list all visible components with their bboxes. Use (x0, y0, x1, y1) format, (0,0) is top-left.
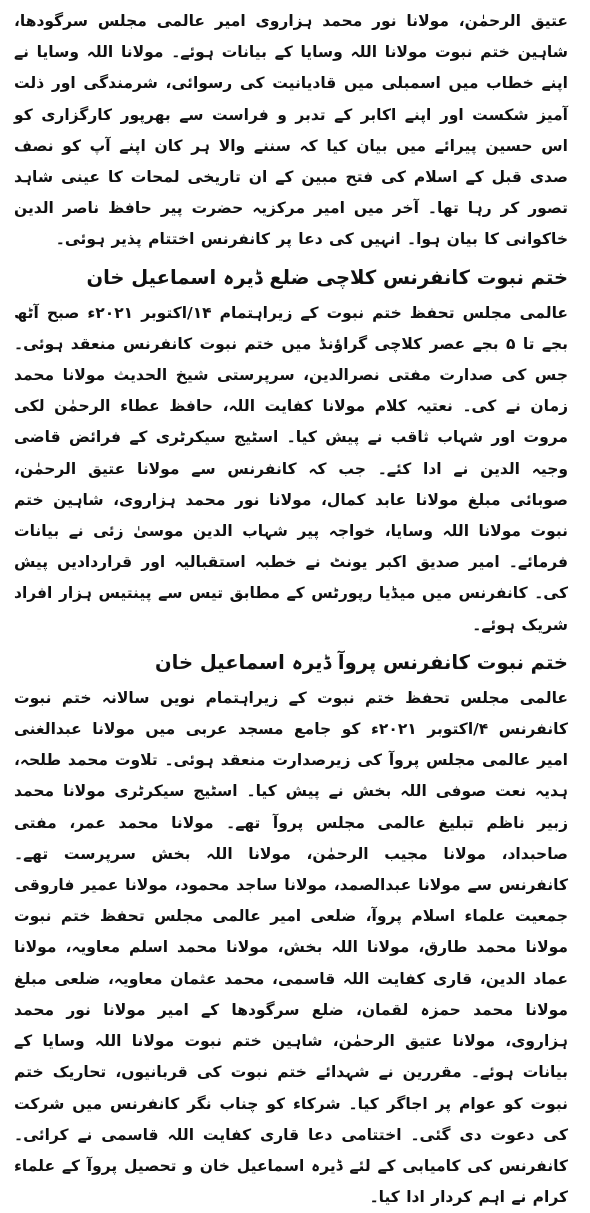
section-1-body: عالمی مجلس تحفظ ختم نبوت کے زیراہتمام ۱۴/اکتوبر ۲۰۲۱ء صبح آٹھ بجے تا ۵ بجے عصر کلاچی گراؤنڈ میں ختم نبوت کانفرنس منعقد ہوئی۔ جس کی صدارت مفتی نصرالدین، سرپرستی شیخ الحدیث مولانا محمد زمان نے کی۔ نعتیہ کلام مولانا کفایت اللہ، حافظ عطاء الرحمٰن لکی مروت اور شہاب ثاقب نے پیش کیا۔ اسٹیج سیکرٹری کے فرائض قاضی وجیہ الدین نے ادا کئے۔ جب کہ کانفرنس سے مولانا عتیق الرحمٰن، صوبائی مبلغ مولانا عابد کمال، مولانا نور محمد ہزاروی، شاہین ختم نبوت مولانا اللہ وسایا، خواجہ پیر شہاب الدین موسیٰ زئی نے بیانات فرمائے۔ امیر صدیق اکبر یونٹ نے خطبہ استقبالیہ اور قراردادیں پیش کی۔ کانفرنس میں میڈیا رپورٹس کے مطابق تیس سے پینتیس ہزار افراد شریک ہوئے۔ (14, 303, 568, 634)
section-1-heading: ختم نبوت کانفرنس کلاچی ضلع ڈیرہ اسماعیل خان (86, 265, 568, 289)
intro-paragraph: عتیق الرحمٰن، مولانا نور محمد ہزاروی امیر عالمی مجلس سرگودھا، شاہین ختم نبوت مولانا اللہ وسایا کے بیانات ہوئے۔ مولانا اللہ وسایا نے اپنے خطاب میں اسمبلی میں قادیانیت کی رسوائی، شرمندگی اور ذلت آمیز شکست اور اپنے اکابر کے تدبر و فراست سے بھرپور کارگزاری کو اس حسین پیرائے میں بیان کیا کہ سننے والا ہر کان اپنے آپ کو نصف صدی قبل کے اسلام کی فتح مبین کے ان تاریخی لمحات کا عینی شاہد تصور کر رہا تھا۔ آخر میں امیر مرکزیہ حضرت پیر حافظ ناصر الدین خاکوانی کا بیان ہوا۔ انہیں کی دعا پر کانفرنس اختتام پذیر ہوئی۔ (14, 12, 568, 249)
section-2-body: عالمی مجلس تحفظ ختم نبوت کے زیراہتمام نویں سالانہ ختم نبوت کانفرنس ۴/اکتوبر ۲۰۲۱ء کو جامع مسجد عربی میں مولانا عبدالغنی امیر عالمی مجلس پروآ کی زیرصدارت منعقد ہوئی۔ تلاوت محمد طلحہ، ہدیہ نعت صوفی اللہ بخش نے پیش کیا۔ اسٹیج سیکرٹری مولانا محمد زبیر ناظم تبلیغ عالمی مجلس پروآ تھے۔ مولانا محمد عمر، مفتی صاحبداد، مولانا مجیب الرحمٰن، مولانا اللہ بخش سرپرست تھے۔ کانفرنس سے مولانا عبدالصمد، مولانا ساجد محمود، مولانا عمیر فاروقی جمعیت علماء اسلام پروآ، ضلعی امیر عالمی مجلس تحفظ ختم نبوت مولانا محمد طارق، مولانا اللہ بخش، مولانا محمد اسلم معاویہ، مولانا عماد الدین، قاری کفایت اللہ قاسمی، محمد عثمان معاویہ، ضلعی مبلغ مولانا محمد حمزہ لقمان، ضلع سرگودھا کے امیر مولانا نور محمد ہزاروی، مولانا عتیق الرحمٰن، شاہین ختم نبوت مولانا اللہ وسایا کے بیانات ہوئے۔ مقررین نے شہدائے ختم نبوت کی قربانیوں، تحاریک ختم نبوت کو عوام پر اجاگر کیا۔ شرکاء کو چناب نگر کانفرنس میں شرکت کی دعوت دی گئی۔ اختتامی دعا قاری کفایت اللہ قاسمی نے کرائی۔ کانفرنس کی کامیابی کے لئے ڈیرہ اسماعیل خان و تحصیل پروآ کے علماء کرام نے اہم کردار ادا کیا۔ (14, 688, 568, 1207)
section-2-heading: ختم نبوت کانفرنس پروآ ڈیرہ اسماعیل خان (155, 650, 568, 674)
